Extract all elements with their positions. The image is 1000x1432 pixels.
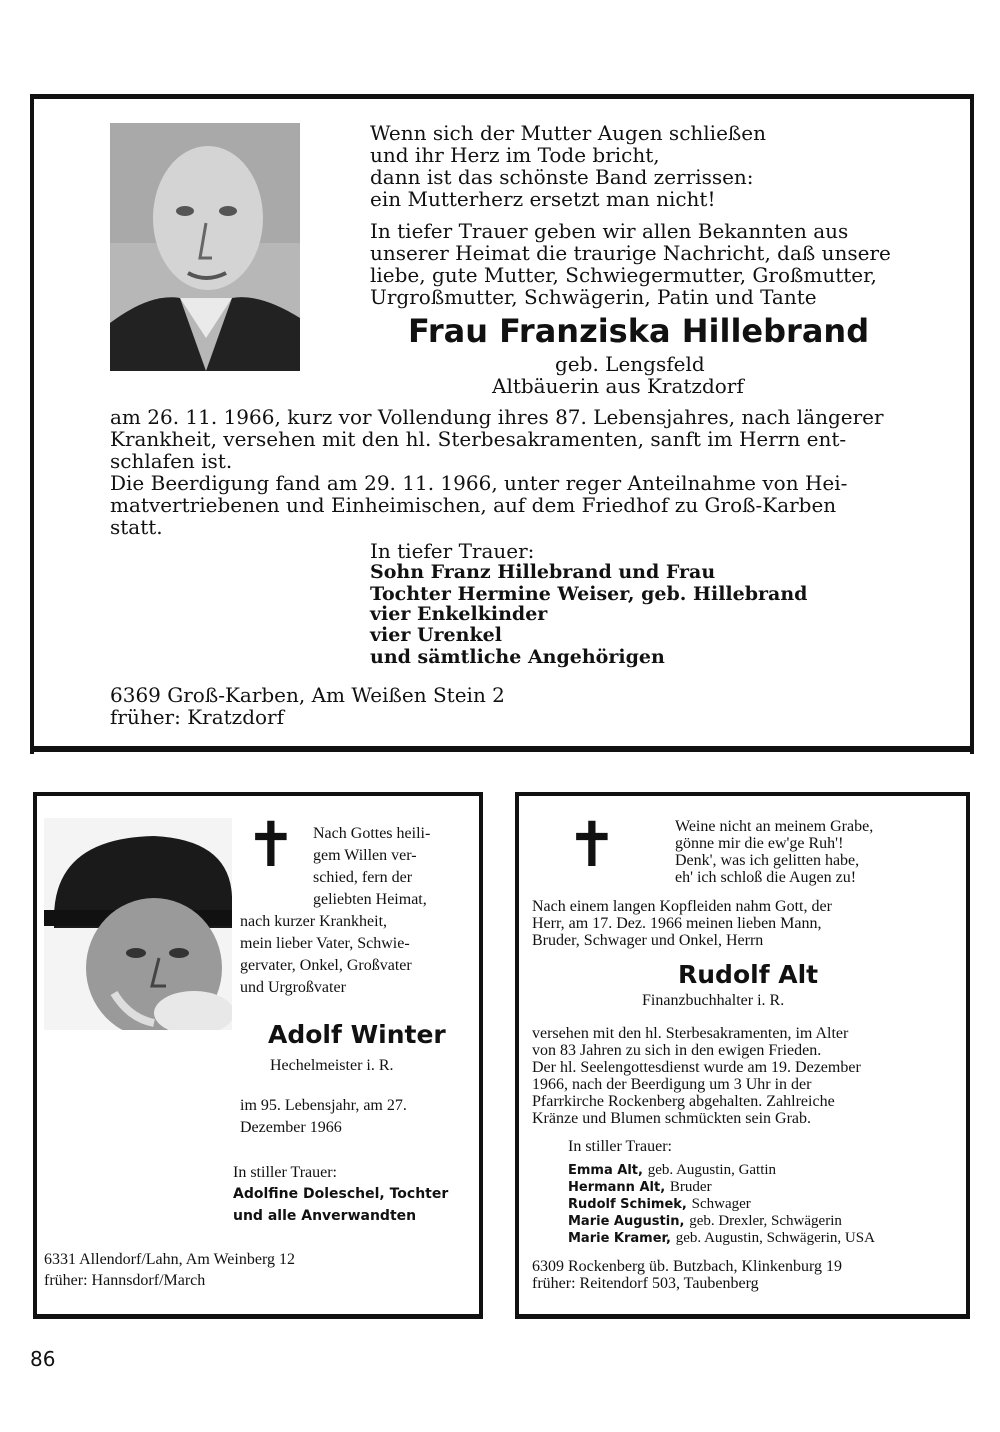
intro-line-3: liebe, gute Mutter, Schwiegermutter, Großmutter,: [370, 263, 877, 287]
cross-icon: ✝: [566, 808, 618, 881]
mourner-3: vier Enkelkinder: [370, 603, 548, 625]
left-border: [515, 792, 519, 1318]
top-border: [30, 94, 974, 99]
intro-line-7: gervater, Onkel, Großvater: [240, 957, 412, 974]
intro-line-2: Herr, am 17. Dez. 1966 meinen lieben Mann,: [532, 915, 822, 932]
burial-line-1: Die Beerdigung fand am 29. 11. 1966, unter reger Anteilnahme von Hei-: [110, 471, 848, 495]
poem-line-2: und ihr Herz im Tode bricht,: [370, 143, 660, 167]
deceased-name: Frau Franziska Hillebrand: [408, 312, 870, 350]
right-border: [970, 94, 974, 754]
mourner-name: Hermann Alt,: [568, 1180, 666, 1195]
intro-line-1: Nach einem langen Kopfleiden nahm Gott, der: [532, 898, 832, 915]
bottom-border: [33, 1314, 483, 1319]
intro-line-6: mein lieber Vater, Schwie-: [240, 935, 410, 952]
left-border: [30, 94, 34, 754]
mourner-relation: geb. Drexler, Schwägerin: [689, 1213, 842, 1229]
intro-line-4: Urgroßmutter, Schwägerin, Patin und Tante: [370, 285, 817, 309]
maiden-name: geb. Lengsfeld: [555, 352, 705, 376]
poem-line-4: ein Mutterherz ersetzt man nicht!: [370, 187, 716, 211]
intro-line-1: In tiefer Trauer geben wir allen Bekannten aus: [370, 219, 849, 243]
death-line-2: Krankheit, versehen mit den hl. Sterbesakramenten, sanft im Herrn ent-: [110, 427, 847, 451]
mourner-relation: Schwager: [691, 1196, 751, 1212]
body-line-2: von 83 Jahren zu sich in den ewigen Frieden.: [532, 1042, 822, 1059]
portrait-photo: [44, 818, 232, 1030]
intro-line-2: gem Willen ver-: [313, 847, 417, 864]
intro-line-5: nach kurzer Krankheit,: [240, 913, 388, 930]
mourner-5: und sämtliche Angehörigen: [370, 646, 665, 668]
death-line-2: Dezember 1966: [240, 1119, 342, 1136]
occupation: Altbäuerin aus Kratzdorf: [492, 374, 744, 398]
mourner-2: und alle Anverwandten: [233, 1208, 417, 1224]
mourner-1: Adolfine Doleschel, Tochter: [233, 1186, 449, 1202]
mourner-name: Marie Kramer,: [568, 1231, 671, 1246]
mourning-label: In stiller Trauer:: [568, 1138, 672, 1155]
mourner-relation: geb. Augustin, Schwägerin, USA: [675, 1230, 875, 1246]
mourner-relation: geb. Augustin, Gattin: [647, 1162, 777, 1178]
bottom-border: [30, 746, 974, 752]
occupation: Finanzbuchhalter i. R.: [642, 992, 785, 1009]
intro-line-3: schied, fern der: [313, 869, 413, 886]
poem-line-1: Weine nicht an meinem Grabe,: [675, 818, 874, 835]
intro-line-1: Nach Gottes heili-: [313, 825, 431, 842]
address-line-1: 6309 Rockenberg üb. Butzbach, Klinkenburg 19: [532, 1258, 843, 1275]
portrait-photo: [110, 123, 300, 371]
address-line-1: 6331 Allendorf/Lahn, Am Weinberg 12: [44, 1251, 295, 1268]
burial-line-3: statt.: [110, 515, 163, 539]
poem-line-1: Wenn sich der Mutter Augen schließen: [370, 121, 766, 145]
top-border: [33, 792, 483, 796]
mourner-2: Tochter Hermine Weiser, geb. Hillebrand: [370, 583, 808, 605]
mourning-label: In stiller Trauer:: [233, 1164, 337, 1181]
left-border: [33, 792, 37, 1318]
mourner-1: Sohn Franz Hillebrand und Frau: [370, 561, 716, 583]
mourner-name: Emma Alt,: [568, 1163, 643, 1178]
cross-icon: ✝: [245, 808, 297, 881]
notice-winter: [0, 780, 500, 1340]
deceased-name: Rudolf Alt: [678, 960, 819, 989]
mourner-row: [568, 1228, 875, 1247]
mourning-label: In tiefer Trauer:: [370, 539, 535, 563]
death-line-3: schlafen ist.: [110, 449, 233, 473]
mourner-4: vier Urenkel: [370, 624, 502, 646]
occupation: Hechelmeister i. R.: [270, 1057, 394, 1074]
body-line-3: Der hl. Seelengottesdienst wurde am 19. Dezember: [532, 1059, 861, 1076]
mourner-relation: Bruder: [669, 1179, 712, 1195]
intro-line-4: geliebten Heimat,: [313, 891, 427, 908]
intro-line-3: Bruder, Schwager und Onkel, Herrn: [532, 932, 764, 949]
body-line-4: 1966, nach der Beerdigung um 3 Uhr in der: [532, 1076, 812, 1093]
top-border: [515, 792, 970, 796]
death-line-1: am 26. 11. 1966, kurz vor Vollendung ihres 87. Lebensjahres, nach längerer: [110, 405, 884, 429]
body-line-1: versehen mit den hl. Sterbesakramenten, im Alter: [532, 1025, 849, 1042]
poem-line-2: gönne mir die ew'ge Ruh'!: [675, 835, 844, 852]
mourner-name: Rudolf Schimek,: [568, 1197, 687, 1212]
poem-line-4: eh' ich schloß die Augen zu!: [675, 869, 857, 886]
address-line-2: früher: Kratzdorf: [110, 705, 285, 729]
burial-line-2: matvertriebenen und Einheimischen, auf dem Friedhof zu Groß-Karben: [110, 493, 837, 517]
death-line-1: im 95. Lebensjahr, am 27.: [240, 1097, 407, 1114]
bottom-border: [515, 1314, 970, 1319]
body-line-5: Pfarrkirche Rockenberg abgehalten. Zahlreiche: [532, 1093, 835, 1110]
body-line-6: Kränze und Blumen schmückten sein Grab.: [532, 1110, 812, 1127]
address-line-1: 6369 Groß-Karben, Am Weißen Stein 2: [110, 683, 505, 707]
intro-line-2: unserer Heimat die traurige Nachricht, daß unsere: [370, 241, 891, 265]
mourner-name: Marie Augustin,: [568, 1214, 685, 1229]
right-border: [479, 792, 483, 1318]
poem-line-3: dann ist das schönste Band zerrissen:: [370, 165, 754, 189]
notice-alt: [500, 780, 1000, 1340]
address-line-2: früher: Hannsdorf/March: [44, 1272, 206, 1289]
address-line-2: früher: Reitendorf 503, Taubenberg: [532, 1275, 759, 1292]
page-number: 86: [30, 1347, 56, 1371]
intro-line-8: und Urgroßvater: [240, 979, 346, 996]
poem-line-3: Denk', was ich gelitten habe,: [675, 852, 860, 869]
right-border: [966, 792, 970, 1318]
deceased-name: Adolf Winter: [268, 1020, 446, 1049]
